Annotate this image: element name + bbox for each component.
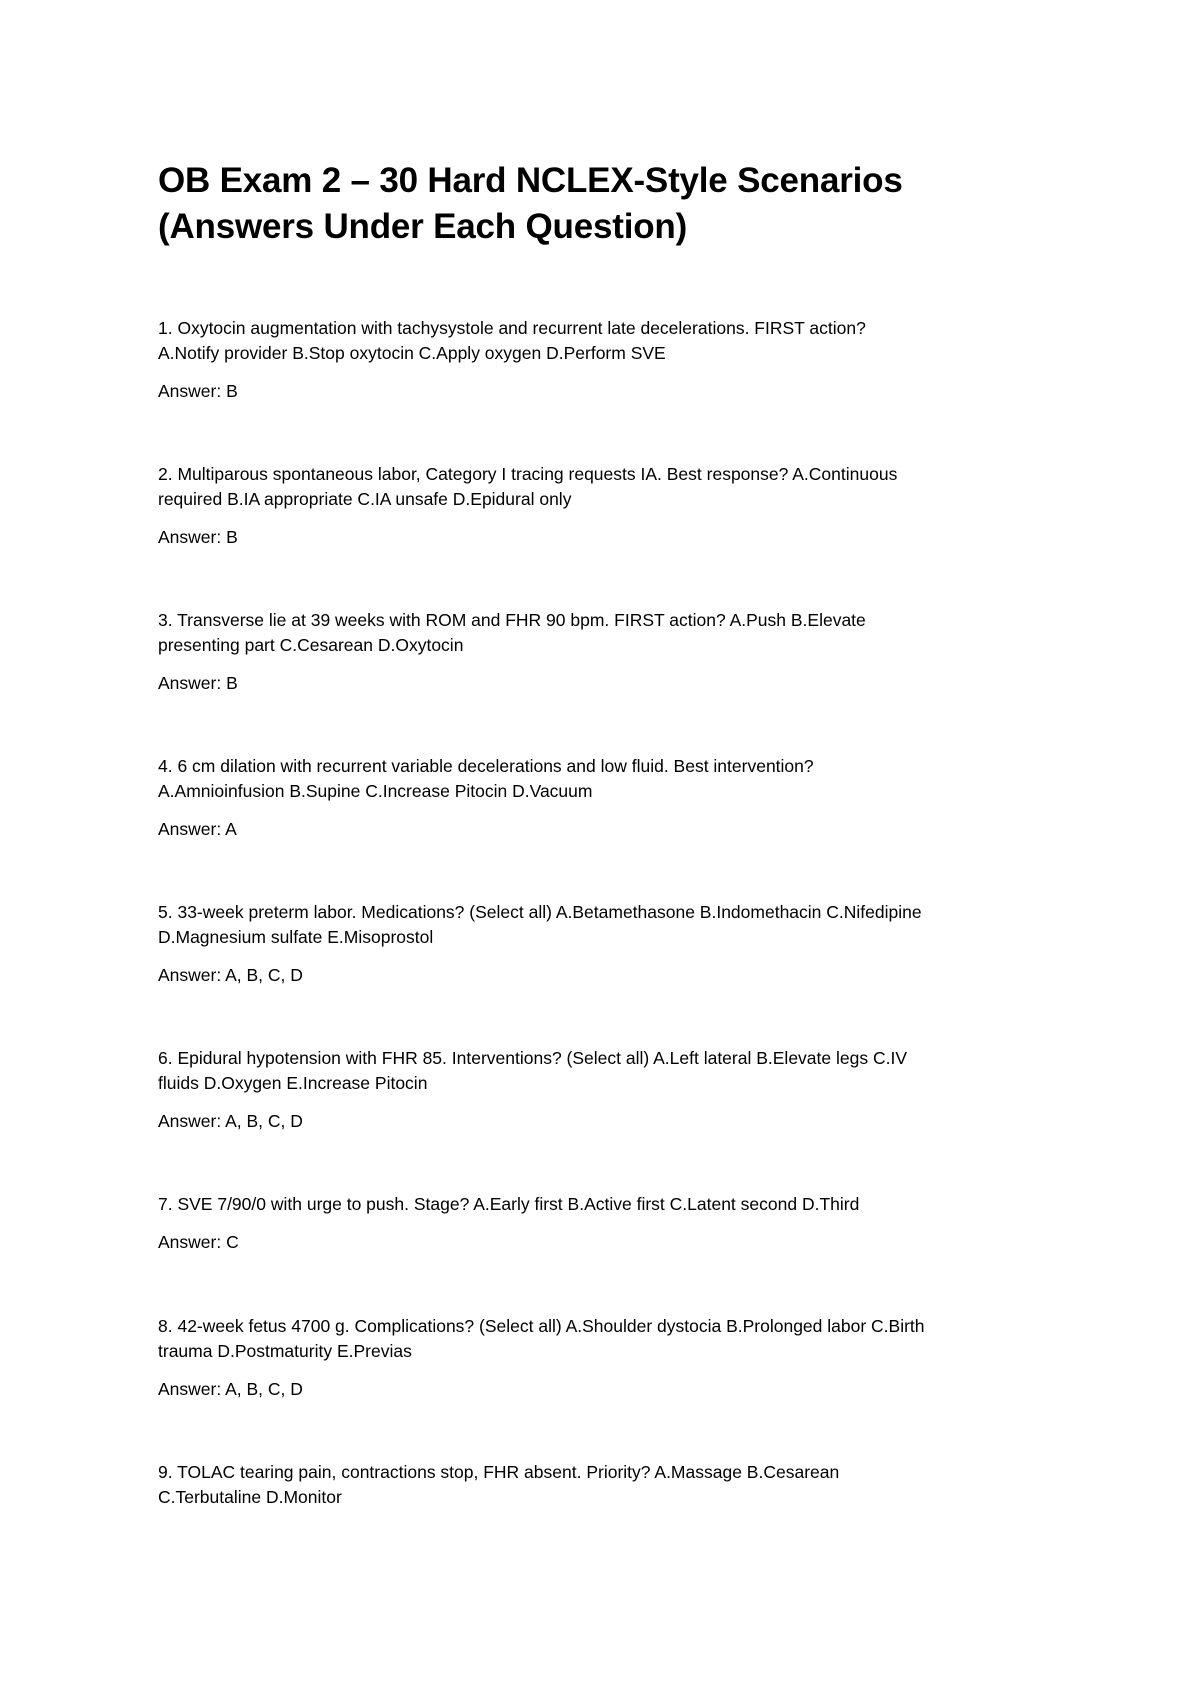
document-title-line-2: (Answers Under Each Question) (158, 207, 688, 246)
question-1 (158, 316, 1078, 404)
question-line: presenting part C.Cesarean D.Oxytocin (158, 635, 464, 655)
document-title (158, 158, 1078, 250)
answer-text: Answer: A, B, C, D (158, 965, 303, 985)
question-line: 1. Oxytocin augmentation with tachysystole and recurrent late decelerations. FIRST action? (158, 318, 866, 338)
question-line: 4. 6 cm dilation with recurrent variable decelerations and low fluid. Best intervention? (158, 756, 814, 776)
question-8 (158, 1314, 1078, 1402)
question-line: A.Notify provider B.Stop oxytocin C.Apply oxygen D.Perform SVE (158, 343, 666, 363)
question-line: A.Amnioinfusion B.Supine C.Increase Pitocin D.Vacuum (158, 781, 593, 801)
question-text (158, 1460, 1078, 1510)
question-text (158, 754, 1078, 804)
question-text (158, 1192, 1078, 1217)
question-7 (158, 1192, 1078, 1255)
question-line: 3. Transverse lie at 39 weeks with ROM and FHR 90 bpm. FIRST action? A.Push B.Elevate (158, 610, 866, 630)
question-text (158, 462, 1078, 512)
question-line: 7. SVE 7/90/0 with urge to push. Stage? A.Early first B.Active first C.Latent second D.Third (158, 1194, 860, 1214)
question-line: C.Terbutaline D.Monitor (158, 1487, 342, 1507)
question-9 (158, 1460, 1078, 1510)
question-line: D.Magnesium sulfate E.Misoprostol (158, 927, 434, 947)
question-text (158, 316, 1078, 366)
question-line: 5. 33-week preterm labor. Medications? (Select all) A.Betamethasone B.Indomethacin C.Nifedipine (158, 902, 922, 922)
document-title-line-1: OB Exam 2 – 30 Hard NCLEX-Style Scenarios (158, 161, 903, 200)
question-line: fluids D.Oxygen E.Increase Pitocin (158, 1073, 428, 1093)
question-line: 9. TOLAC tearing pain, contractions stop, FHR absent. Priority? A.Massage B.Cesarean (158, 1462, 840, 1482)
answer-text: Answer: A (158, 819, 237, 839)
question-line: 6. Epidural hypotension with FHR 85. Interventions? (Select all) A.Left lateral B.Elevate legs C.IV (158, 1048, 907, 1068)
question-line: required B.IA appropriate C.IA unsafe D.Epidural only (158, 489, 572, 509)
question-4 (158, 754, 1078, 842)
question-2 (158, 462, 1078, 550)
question-3 (158, 608, 1078, 696)
question-line: trauma D.Postmaturity E.Previas (158, 1341, 412, 1361)
question-line: 8. 42-week fetus 4700 g. Complications? (Select all) A.Shoulder dystocia B.Prolonged labor C.Birth (158, 1316, 925, 1336)
question-text (158, 1314, 1078, 1364)
question-6 (158, 1046, 1078, 1134)
answer-text: Answer: B (158, 673, 238, 693)
question-text (158, 608, 1078, 658)
answer-text: Answer: B (158, 527, 238, 547)
question-text (158, 1046, 1078, 1096)
question-text (158, 900, 1078, 950)
question-line: 2. Multiparous spontaneous labor, Category I tracing requests IA. Best response? A.Continuous (158, 464, 898, 484)
answer-text: Answer: A, B, C, D (158, 1111, 303, 1131)
answer-text: Answer: B (158, 381, 238, 401)
question-5 (158, 900, 1078, 988)
answer-text: Answer: C (158, 1232, 239, 1252)
answer-text: Answer: A, B, C, D (158, 1379, 303, 1399)
